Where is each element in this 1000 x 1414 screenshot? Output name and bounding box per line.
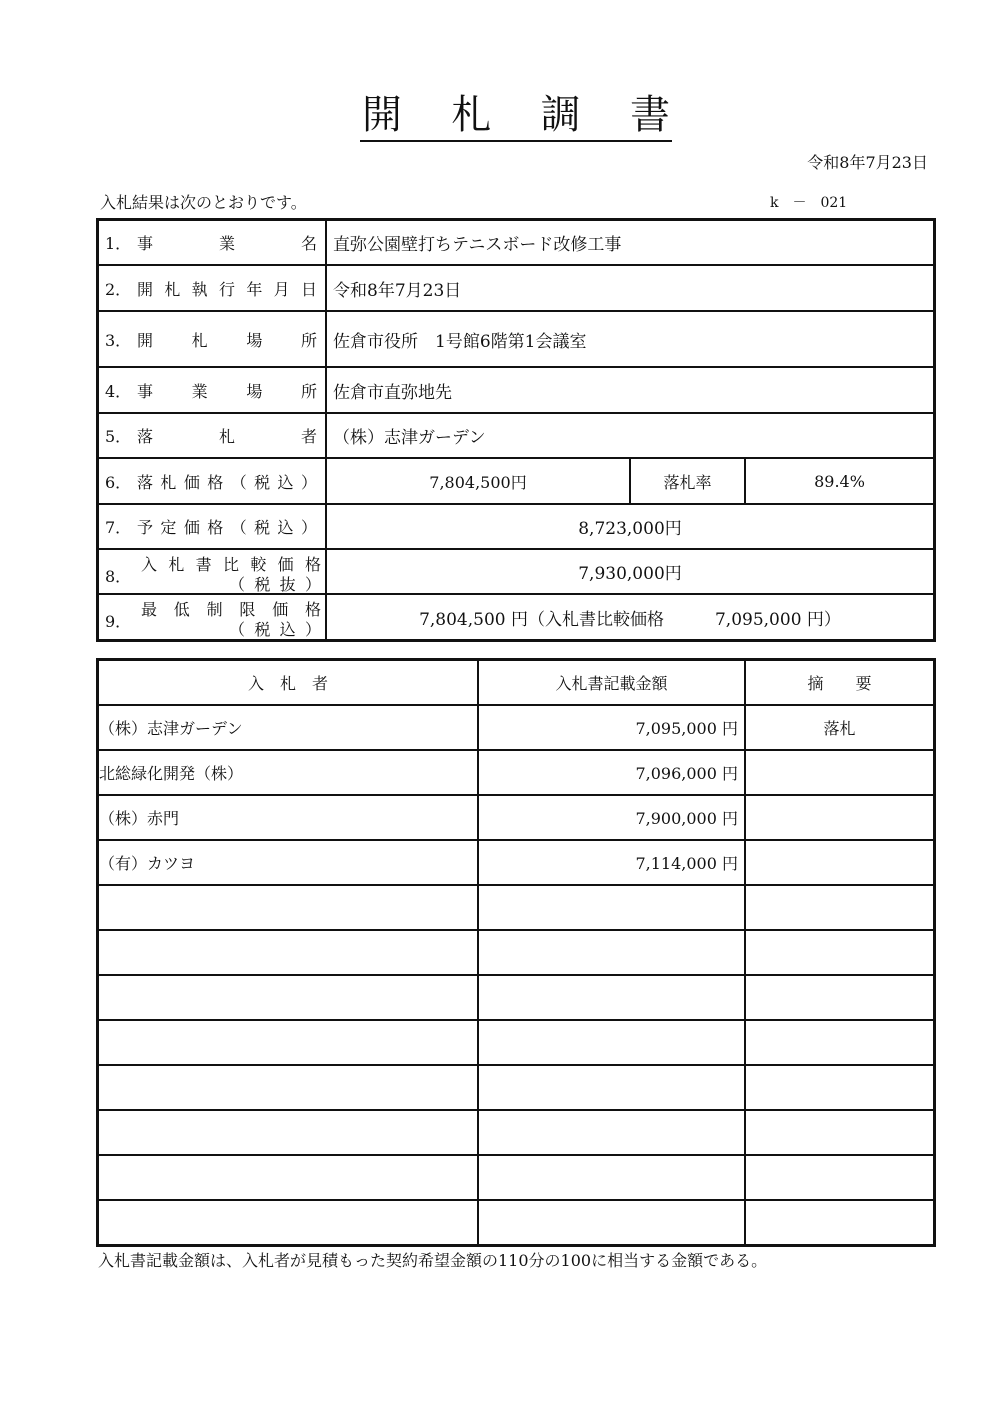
row-number: 8． [105,567,132,586]
label-char: （ [230,518,247,537]
bidder-name: （有）カツヨ [99,841,479,884]
label-char: 価 [272,600,289,619]
table-row [99,1066,933,1111]
bidder-name [99,976,479,1019]
table-row [99,1021,933,1066]
label-char: 価 [183,472,200,492]
label-char: 開 [137,330,154,350]
label-char: 開 [137,279,154,299]
opening-date-value: 令和8年7月23日 [333,280,462,301]
bid-remark [746,1111,933,1154]
label-char: 事 [137,381,154,401]
bid-remark [746,886,933,929]
comparison-price-value: 7,930,000円 [578,564,682,584]
page-title [360,92,672,142]
label-char: 税 [254,620,271,639]
footnote: 入札書記載金額は、入札者が見積もった契約希望金額の110分の100に相当する金額である。 [98,1251,768,1270]
bidder-name [99,1021,479,1064]
intro-text: 入札結果は次のとおりです。 [100,193,307,212]
label-char: 最 [141,600,158,619]
info-row-minimum-price [99,595,933,639]
label-char: （ [229,575,246,594]
title-char: 札 [451,92,492,138]
table-row [99,751,933,796]
table-row [99,1156,933,1201]
title-char: 開 [362,92,402,138]
label-char: ） [304,575,321,594]
label-char: 込 [277,518,294,537]
bid-remark: 落札 [823,719,856,738]
info-row-comparison-price [99,550,933,595]
bid-remark [746,751,933,794]
bid-amount [479,886,746,929]
label-char: 限 [239,600,256,619]
info-label [99,505,327,548]
label-char: 定 [160,518,177,537]
header-amount: 入札書記載金額 [479,661,746,704]
label-char: 低 [173,600,190,619]
label-char: 札 [191,330,208,350]
label-char: （ [229,620,246,639]
label-char: 者 [300,427,317,446]
label-char: 名 [300,234,317,253]
label-char: 札 [160,472,177,492]
bidder-name [99,886,479,929]
bidder-name [99,1111,479,1154]
row-number: 7． [105,518,132,537]
label-char: 込 [279,620,296,639]
info-label [99,459,327,503]
label-char: 抜 [279,575,296,594]
info-label [99,266,327,310]
info-label [99,312,327,366]
info-table [96,218,936,642]
bid-amount: 7,095,000 円 [479,706,746,749]
info-label [99,414,327,457]
bid-amount [479,1021,746,1064]
label-char: 格 [304,600,321,619]
bid-amount: 7,114,000 円 [479,841,746,884]
label-char: ） [300,518,317,537]
label-char: 場 [246,381,263,401]
planned-price-value: 8,723,000円 [578,519,682,539]
label-char: 場 [246,330,263,350]
table-row [99,976,933,1021]
bidder-name: 北総緑化開発（株） [99,751,479,794]
label-char: 業 [191,381,208,401]
bidder-name [99,1066,479,1109]
info-row-opening-date [99,266,933,312]
title-char: 書 [629,92,670,138]
label-char: 格 [304,555,321,574]
label-char: 年 [246,279,263,299]
label-char: 所 [300,330,317,350]
table-row [99,841,933,886]
label-char: 事 [137,234,154,253]
header-bidder: 入 札 者 [99,661,479,704]
info-label [99,221,327,264]
bid-remark [746,976,933,1019]
label-char: （ [230,472,247,492]
table-row [99,1111,933,1156]
label-char: 予 [137,518,154,537]
bid-remark [746,1201,933,1244]
row-number: 9． [105,612,132,631]
bid-remark [746,796,933,839]
document-date: 令和8年7月23日 [807,153,928,172]
label-char: 札 [218,427,235,446]
bidders-table [96,658,936,1247]
table-row [99,886,933,931]
bid-amount [479,976,746,1019]
label-char: 税 [254,472,271,492]
bid-remark [746,1066,933,1109]
info-label [99,595,327,639]
bidder-name [99,1201,479,1244]
label-char: 日 [300,279,317,299]
label-char: 格 [207,518,224,537]
bidder-name: （株）赤門 [99,796,479,839]
row-number: 2． [105,279,132,299]
bid-remark [746,841,933,884]
label-char: 札 [164,279,181,299]
label-char: 比 [222,555,239,574]
label-char: 価 [277,555,294,574]
row-number: 4． [105,381,132,401]
row-number: 6． [105,472,132,492]
bid-remark [746,1156,933,1199]
bid-amount [479,1201,746,1244]
label-char: 制 [206,600,223,619]
opening-place-value: 佐倉市役所 1号館6階第1会議室 [333,331,587,352]
label-char: 札 [168,555,185,574]
table-row [99,1201,933,1244]
work-site-value: 佐倉市直弥地先 [333,382,452,403]
winning-rate-value: 89.4% [814,471,865,491]
minimum-price-value: 7,804,500 円（入札書比較価格 7,095,000 円） [419,609,841,630]
bid-remark [746,931,933,974]
bid-amount: 7,096,000 円 [479,751,746,794]
winning-rate-label: 落札率 [631,459,746,503]
table-header-row [99,661,933,706]
document-code: k － 021 [770,195,848,211]
info-row-project-name [99,221,933,266]
bid-amount [479,931,746,974]
label-char: 落 [137,472,154,492]
label-char: ） [304,620,321,639]
table-row [99,931,933,976]
info-row-planned-price [99,505,933,550]
row-number: 1． [105,234,132,253]
label-char: 税 [254,518,271,537]
bid-amount [479,1066,746,1109]
label-char: 執 [191,279,208,299]
info-row-winning-price [99,459,933,505]
label-char: 落 [137,427,154,446]
table-row [99,706,933,751]
label-char: ） [300,472,317,492]
info-row-work-site [99,368,933,414]
label-char: 書 [195,555,212,574]
info-label [99,550,327,593]
winner-value: （株）志津ガーデン [333,428,486,448]
label-char: 税 [254,575,271,594]
project-name-value: 直弥公園壁打ちテニスボード改修工事 [333,235,622,255]
bid-amount [479,1156,746,1199]
bid-amount [479,1111,746,1154]
label-char: 入 [141,555,158,574]
bidder-name [99,1156,479,1199]
bid-remark [746,1021,933,1064]
label-char: 価 [183,518,200,537]
info-label [99,368,327,412]
info-row-winner [99,414,933,459]
winning-price-value: 7,804,500円 [327,459,631,503]
winning-price-cells [327,459,933,503]
bidder-name: （株）志津ガーデン [99,706,479,749]
row-number: 5． [105,427,132,446]
label-char: 業 [218,234,235,253]
row-number: 3． [105,330,132,350]
label-char: 較 [250,555,267,574]
label-char: 込 [277,472,294,492]
label-char: 格 [207,472,224,492]
label-char: 行 [218,279,235,299]
bidder-name [99,931,479,974]
info-row-opening-place [99,312,933,368]
label-char: 所 [300,381,317,401]
title-char: 調 [540,92,581,138]
header-remarks: 摘 要 [807,674,872,693]
table-row [99,796,933,841]
label-char: 月 [273,279,290,299]
bid-amount: 7,900,000 円 [479,796,746,839]
